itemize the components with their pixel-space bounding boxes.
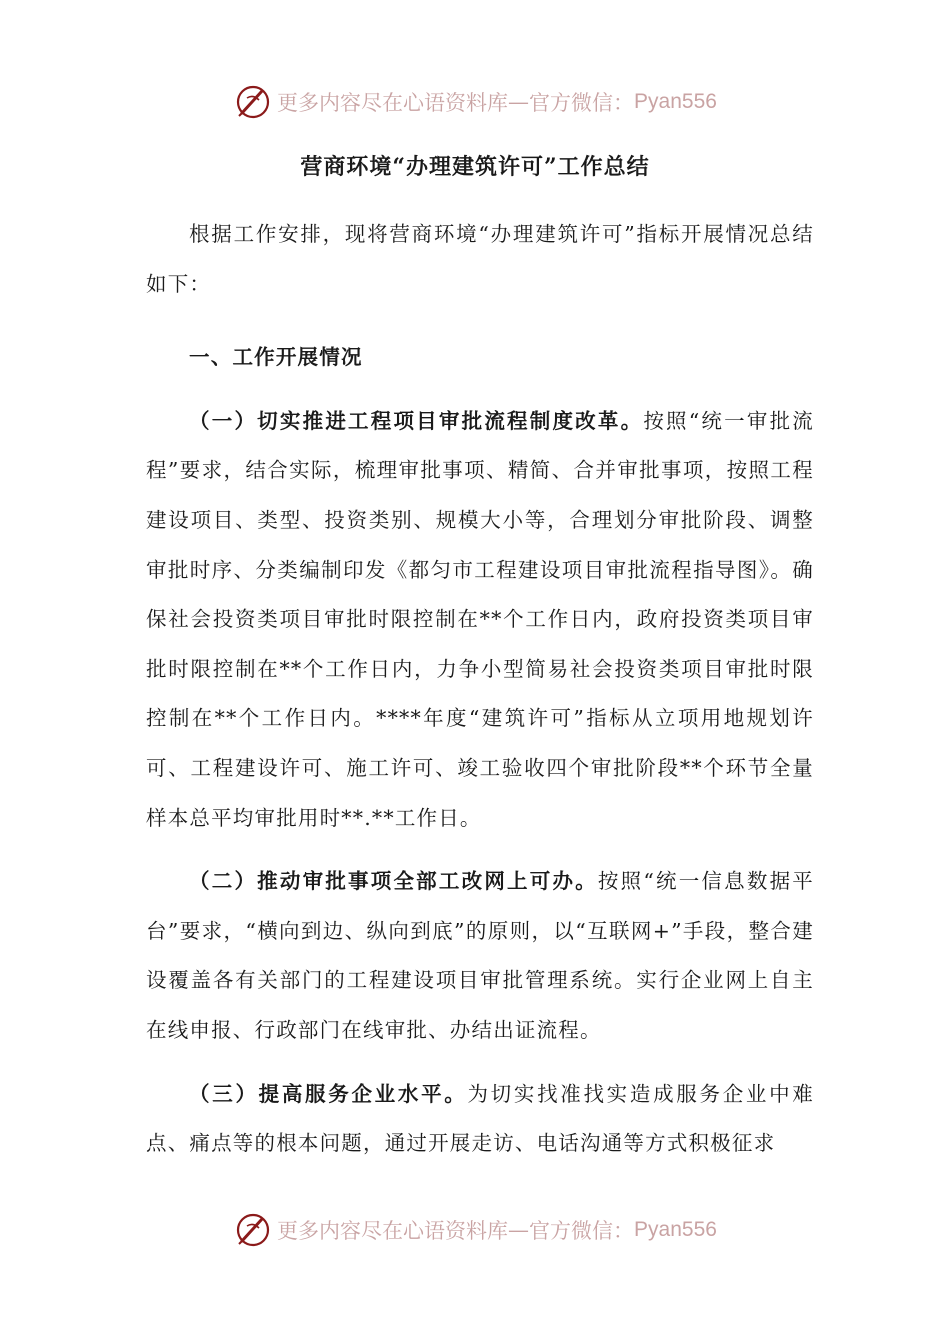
paragraph-3 xyxy=(146,1070,814,1169)
banner-dash: — xyxy=(508,1218,530,1242)
pen-logo-icon xyxy=(233,82,273,122)
banner-wechat-label: 官方微信： xyxy=(529,1219,635,1243)
banner-wechat-id: Pyan556 xyxy=(634,1218,717,1241)
section-heading xyxy=(146,333,814,383)
banner-wechat-label: 官方微信： xyxy=(529,91,635,115)
banner-wechat-id: Pyan556 xyxy=(634,90,717,113)
header-banner xyxy=(0,80,950,124)
pen-logo-icon xyxy=(233,1210,273,1250)
paragraph-2 xyxy=(146,857,814,1055)
footer-banner xyxy=(0,1208,950,1252)
document-body xyxy=(146,210,814,1169)
paragraph-2-body: 按照“统一信息数据平台”要求，“横向到边、纵向到底”的原则，以“互联网+”手段，整合建设覆盖各有关部门的工程建设项目审批管理系统。实行企业网上自主在线申报、行政部门在线审批、办结出证流程。 xyxy=(146,869,814,1042)
page-title: 营商环境“办理建筑许可”工作总结 xyxy=(300,154,650,180)
paragraph-1-heading: （一）切实推进工程项目审批流程制度改革。 xyxy=(189,408,644,433)
paragraph-3-body: 为切实找准找实造成服务企业中难点、痛点等的根本问题，通过开展走访、电话沟通等方式积极征求 xyxy=(146,1081,814,1156)
intro-paragraph: 根据工作安排，现将营商环境“办理建筑许可”指标开展情况总结如下： xyxy=(146,222,814,296)
banner-text: 更多内容尽在心语资料库 xyxy=(277,1219,509,1243)
banner-dash: — xyxy=(508,90,530,114)
paragraph-2-heading: （二）推动审批事项全部工改网上可办。 xyxy=(189,869,598,894)
section-heading-text: 一、工作开展情况 xyxy=(189,345,363,370)
paragraph-1-body: 按照“统一审批流程”要求，结合实际，梳理审批事项、精简、合并审批事项，按照工程建设项目、类型、投资类别、规模大小等，合理划分审批阶段、调整审批时序、分类编制印发《都匀市工程建设项目审批流程指导图》。确保社会投资类项目审批时限控制在**个工作日内，政府投资类项目审批时限控制在**个工作日内，力争小型简易社会投资类项目审批时限控制在**个工作日内。****年度“建筑许可”指标从立项用地规划许可、工程建设许可、施工许可、竣工验收四个审批阶段**个环节全量样本总平均审批用时**.**工作日。 xyxy=(146,408,814,830)
paragraph-1 xyxy=(146,397,814,843)
paragraph-3-heading: （三）提高服务企业水平。 xyxy=(189,1081,468,1106)
banner-text: 更多内容尽在心语资料库 xyxy=(277,91,509,115)
